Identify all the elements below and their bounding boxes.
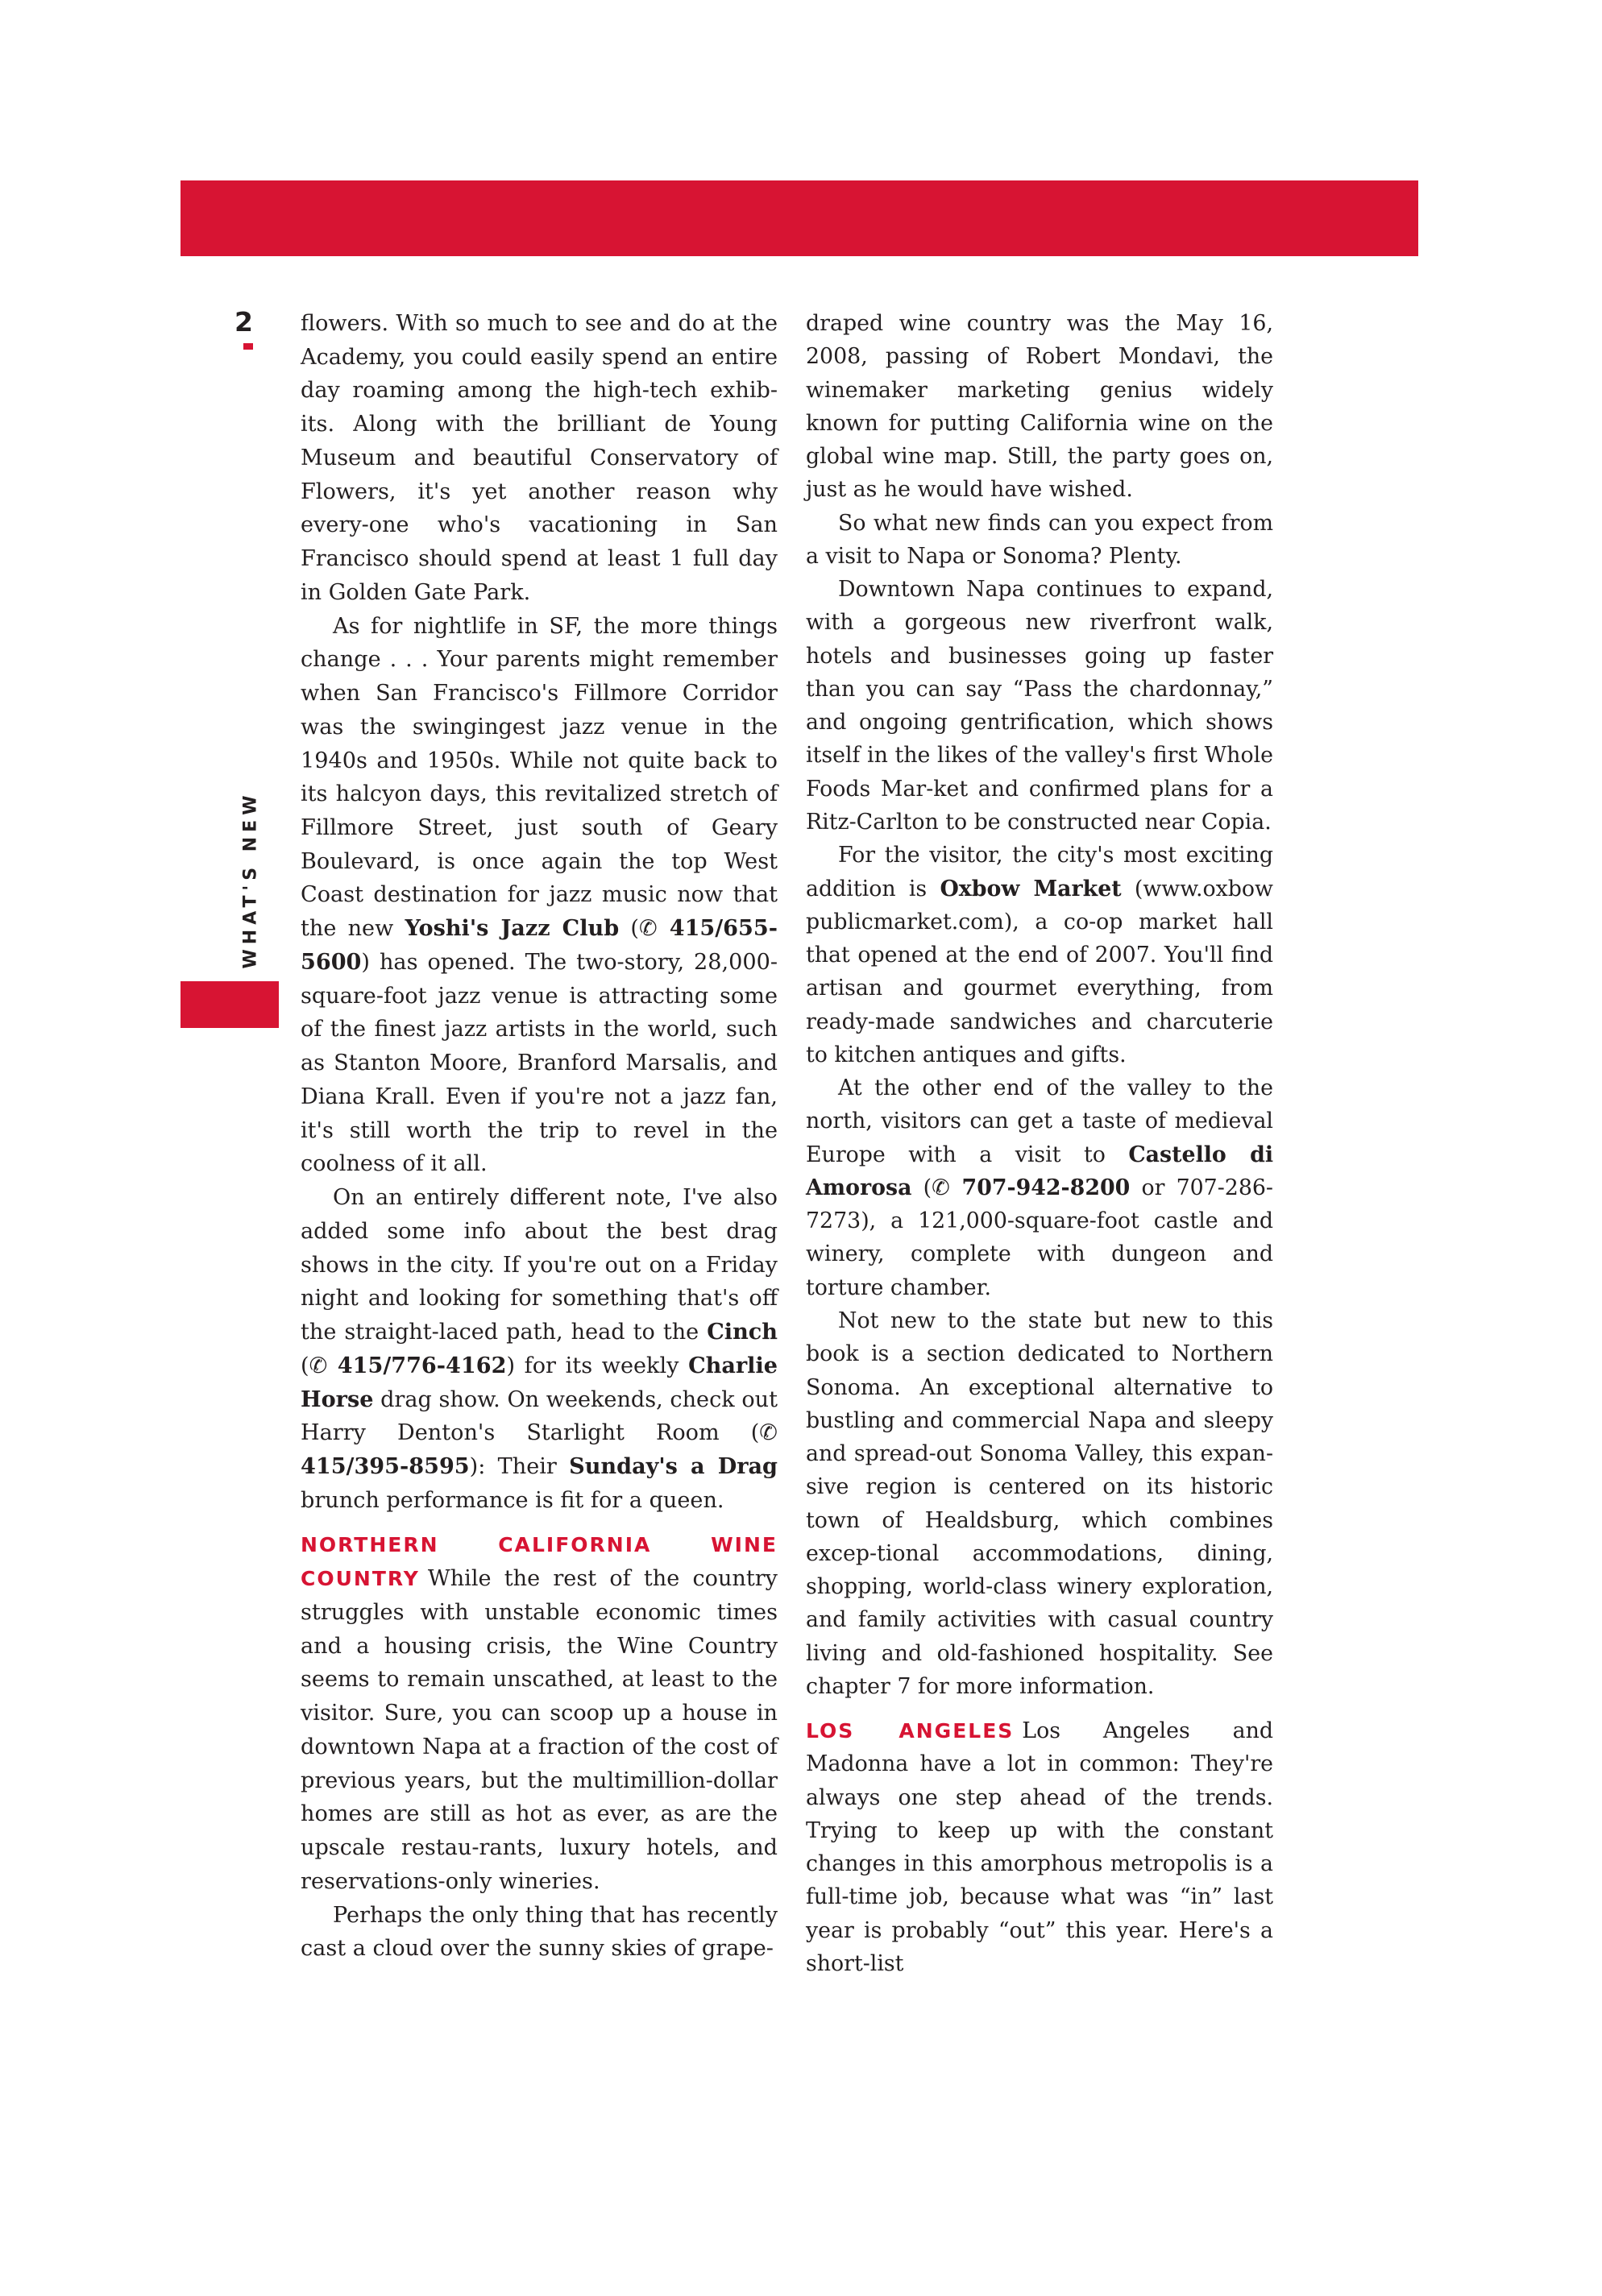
side-thumb-tab xyxy=(181,981,279,1028)
paragraph: For the visitor, the city's most exciting addition is Oxbow Market (www.oxbow publicmarket.com), a co-op market hall that opened at the end of 2007. You'll find artisan and gourmet everything, from ready-made sandwiches and charcuterie to kitchen antiques and gifts. xyxy=(806,843,1273,1067)
header-color-bar xyxy=(181,180,1418,256)
show-name: Sunday's a Drag xyxy=(569,1453,778,1479)
paragraph: Perhaps the only thing that has recently cast a cloud over the sunny skies of grape- xyxy=(301,1902,778,1962)
phone-icon: ✆ xyxy=(932,1175,950,1200)
phone-number: 707-942-8200 xyxy=(949,1175,1131,1200)
subsection-heading: LOS ANGELES xyxy=(806,1719,1015,1743)
venue-name: Yoshi's Jazz Club xyxy=(405,916,620,942)
paragraph: So what new finds can you expect from a visit to Napa or Sonoma? Plenty. xyxy=(806,510,1273,569)
page-number: 2 xyxy=(234,306,253,338)
right-column xyxy=(806,307,1273,1980)
subsection-paragraph: NORTHERN CALIFORNIA WINE COUNTRY While the rest of the country struggles with unstable economic times and a housing crisis, the Wine Country seems to remain unscathed, at least to the visitor. Sure, you can scoop up a house in downtown Napa at a fraction of the cost of previous years, but the multimillion-dollar homes are still as hot as ever, as are the upscale restau-rants, luxury hotels, and reservations-only wineries. xyxy=(301,1533,778,1894)
paragraph: As for nightlife in SF, the more things change . . . Your parents might remember when San Francisco's Fillmore Corridor was the swingingest jazz venue in the 1940s and 1950s. While not quite back to its halcyon days, this revitalized stretch of Fillmore Street, just south of Geary Boulevard, is once again the top West Coast destination for jazz music now that the new Yoshi's Jazz Club (✆ 415/655-5600) has opened. The two-story, 28,000-square-foot jazz venue is attracting some of the finest jazz artists in the world, such as Stanton Moore, Branford Marsalis, and Diana Krall. Even if you're not a jazz fan, it's still worth the trip to revel in the coolness of it all. xyxy=(301,613,778,1177)
subsection-heading: NORTHERN CALIFORNIA WINE COUNTRY xyxy=(301,1533,778,1591)
phone-number: 415/395-8595 xyxy=(301,1453,470,1479)
page-number-marker xyxy=(243,343,253,350)
paragraph: On an entirely different note, I've also added some info about the best drag shows in the city. If you're out on a Friday night and looking for something that's off the straight-laced path, head to the Cinch (✆ 415/776-4162) for its weekly Charlie Horse drag show. On weekends, check out Harry Denton's Starlight Room (✆ 415/395-8595): Their Sunday's a Drag brunch performance is fit for a queen. xyxy=(301,1185,778,1513)
venue-name: Cinch xyxy=(707,1320,778,1345)
paragraph: Downtown Napa continues to expand, with a gorgeous new riverfront walk, hotels and businesses going up faster than you can say “Pass the chardonnay,” and ongoing gentrification, which shows itself in the likes of the valley's first Whole Foods Mar-ket and confirmed plans for a Ritz-Carlton to be constructed near Copia. xyxy=(806,577,1273,835)
subsection-paragraph: LOS ANGELES Los Angeles and Madonna have a lot in common: They're always one step ahead of the trends. Trying to keep up with the constant changes in this amorphous metropolis is a full-time job, because what was “in” last year is probably “out” this year. Here's a short-list xyxy=(806,1718,1274,1977)
phone-icon: ✆ xyxy=(759,1420,778,1446)
phone-number: 415/655-5600 xyxy=(301,916,778,975)
phone-number: 415/776-4162 xyxy=(327,1353,507,1378)
phone-icon: ✆ xyxy=(638,916,658,942)
paragraph: At the other end of the valley to the north, visitors can get a taste of medieval Europe with a visit to Castello di Amorosa (✆ 707-942-8200 or 707-286-7273), a 121,000-square-foot castle and winery, complete with dungeon and torture chamber. xyxy=(806,1075,1273,1300)
section-label-text: WHAT'S NEW xyxy=(240,790,261,969)
left-column xyxy=(301,307,778,1966)
venue-name: Oxbow Market xyxy=(940,876,1122,901)
paragraph: draped wine country was the May 16, 2008, passing of Robert Mondavi, the winemaker marketing genius widely known for putting California wine on the global wine map. Still, the party goes on, just as he would have wished. xyxy=(806,311,1273,503)
paragraph: flowers. With so much to see and do at the Academy, you could easily spend an entire day roaming among the high-tech exhib-its. Along with the brilliant de Young Museum and beautiful Conservatory of Flowers, it's yet another reason why every-one who's vacationing in San Francisco should spend at least 1 full day in Golden Gate Park. xyxy=(301,311,778,605)
paragraph: Not new to the state but new to this book is a section dedicated to Northern Sonoma. An exceptional alternative to bustling and commercial Napa and sleepy and spread-out Sonoma Valley, this expan-sive region is centered on its historic town of Healdsburg, which combines excep-tional accommodations, dining, shopping, world-class winery exploration, and family activities with casual country living and old-fashioned hospitality. See chapter 7 for more information. xyxy=(806,1308,1273,1699)
show-name: Charlie Horse xyxy=(301,1353,778,1412)
venue-name: Castello di Amorosa xyxy=(806,1142,1273,1200)
phone-icon: ✆ xyxy=(309,1353,328,1378)
